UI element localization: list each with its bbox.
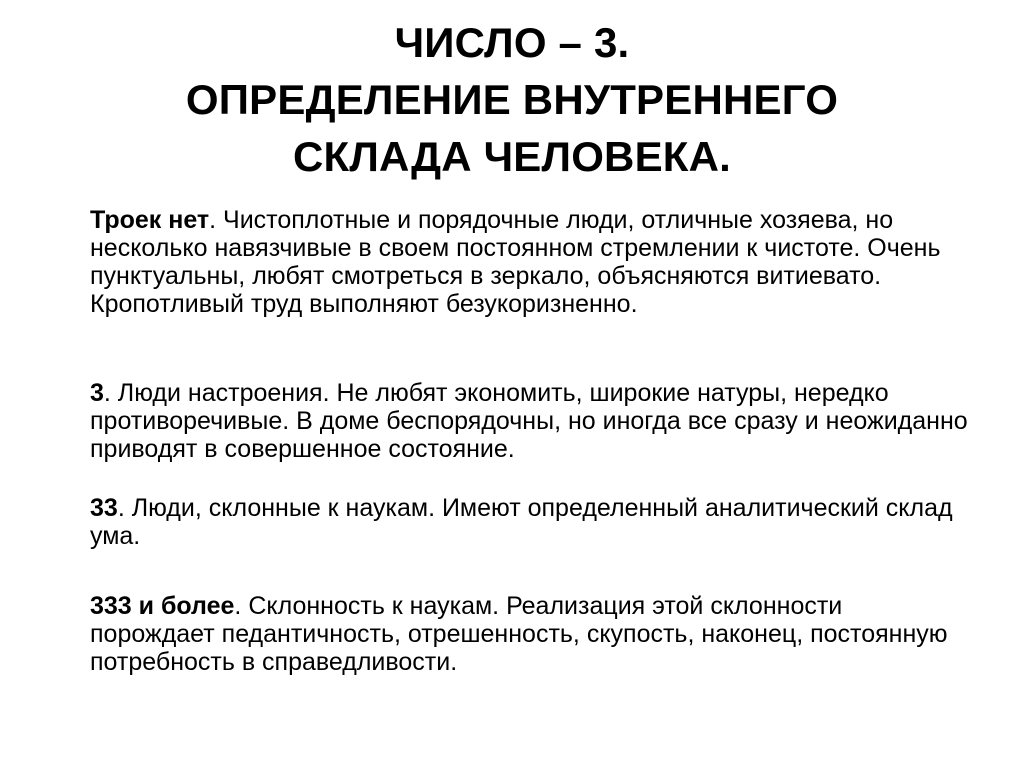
title-line-1: ЧИСЛО – 3. [394, 19, 630, 66]
paragraph-lead: Троек нет [90, 206, 210, 234]
paragraph-lead: 3 [90, 379, 104, 407]
slide-title [60, 14, 964, 185]
title-line-2: ОПРЕДЕЛЕНИЕ ВНУТРЕННЕГО [185, 76, 839, 123]
title-line-3: СКЛАДА ЧЕЛОВЕКА. [292, 133, 732, 180]
paragraph-lead: 333 и более [90, 592, 235, 620]
paragraph-text: . Люди настроения. Не любят экономить, широкие натуры, нередко противоречивые. В доме беспорядочны, но иногда все сразу и неожиданно приводят в совершенное состояние. [90, 379, 968, 463]
paragraph-three-or-more-threes [90, 592, 970, 676]
paragraph-text: . Люди, склонные к наукам. Имеют определенный аналитический склад ума. [90, 494, 953, 550]
paragraph-no-threes [90, 206, 970, 318]
paragraph-one-three [90, 379, 970, 463]
paragraph-text: . Чистоплотные и порядочные люди, отличные хозяева, но несколько навязчивые в своем постоянном стремлении к чистоте. Очень пунктуальны, любят смотреться в зеркало, объясняются витиевато. Кропотливый труд выполняют безукоризненно. [90, 206, 941, 318]
paragraph-text: . Склонность к наукам. Реализация этой склонности порождает педантичность, отрешенность, скупость, наконец, постоянную потребность в справедливости. [90, 592, 948, 676]
paragraph-lead: 33 [90, 494, 118, 522]
paragraph-two-threes [90, 494, 970, 550]
